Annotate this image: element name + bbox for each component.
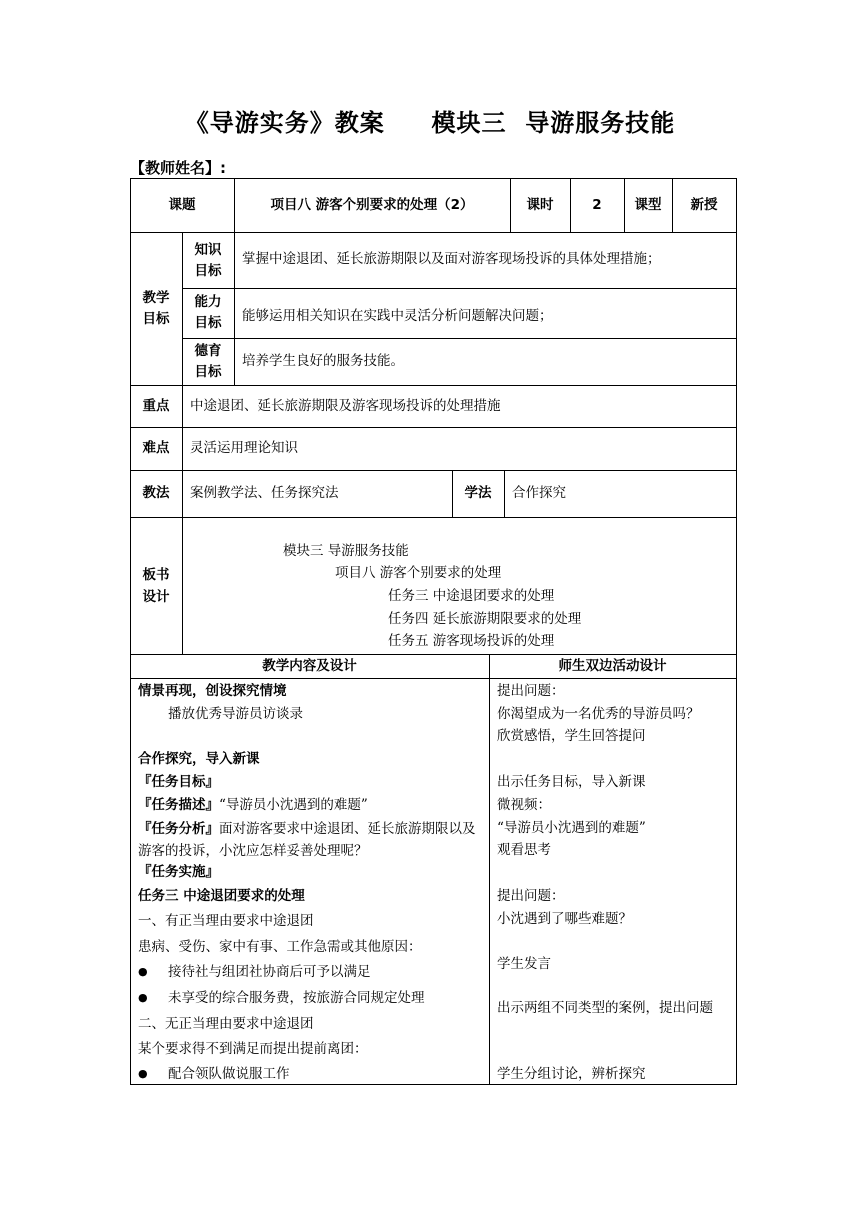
key-point-text: 中途退团、延长旅游期限及游客现场投诉的处理措施 bbox=[190, 398, 501, 414]
difficulty-text: 灵活运用理论知识 bbox=[190, 440, 298, 456]
content-line: 二、无正当理由要求中途退团 bbox=[138, 1016, 314, 1032]
content-line: 一、有正当理由要求中途退团 bbox=[138, 913, 314, 929]
teacher-name-label: 【教师姓名】: bbox=[130, 159, 226, 177]
ability-goal-label: 能力目标 bbox=[194, 294, 222, 331]
section-title: 合作探究，导入新课 bbox=[138, 751, 260, 767]
activity-line: 小沈遇到了哪些难题？ bbox=[497, 911, 632, 927]
activity-line: 出示两组不同类型的案例，提出问题 bbox=[497, 1000, 713, 1016]
bullet-icon: ● bbox=[138, 965, 148, 978]
activity-line: “导游员小沈遇到的难题” bbox=[497, 820, 646, 836]
knowledge-goal-text: 掌握中途退团、延长旅游期限以及面对游客现场投诉的具体处理措施； bbox=[242, 251, 661, 267]
activity-line: 提出问题： bbox=[497, 888, 565, 904]
bullet-item: 未享受的综合服务费，按旅游合同规定处理 bbox=[168, 990, 425, 1006]
moral-goal-label: 德育目标 bbox=[194, 343, 222, 380]
task-description-tag: 『任务描述』 bbox=[138, 797, 219, 813]
content-line: 某个要求得不到满足而提出提前离团： bbox=[138, 1041, 368, 1057]
objectives-label: 教学目标 bbox=[142, 290, 170, 327]
document-title: 《导游实务》教案 模块三 导游服务技能 bbox=[184, 109, 676, 137]
content-line: 患病、受伤、家中有事、工作急需或其他原因： bbox=[138, 939, 422, 955]
section-title: 情景再现，创设探究情境 bbox=[138, 683, 287, 699]
board-line: 项目八 游客个别要求的处理 bbox=[335, 565, 502, 581]
content-design-header: 教学内容及设计 bbox=[262, 658, 357, 674]
activity-line: 观看思考 bbox=[497, 842, 551, 858]
moral-goal-text: 培养学生良好的服务技能。 bbox=[242, 353, 404, 369]
board-line: 任务四 延长旅游期限要求的处理 bbox=[388, 611, 582, 627]
task3-title: 任务三 中途退团要求的处理 bbox=[138, 888, 305, 904]
board-line: 模块三 导游服务技能 bbox=[283, 543, 409, 559]
task-analysis-tag: 『任务分析』 bbox=[138, 821, 219, 837]
task-description-text: “导游员小沈遇到的难题” bbox=[219, 797, 368, 813]
activity-line: 微视频： bbox=[497, 797, 551, 813]
ability-goal-text: 能够运用相关知识在实践中灵活分析问题解决问题； bbox=[242, 308, 553, 324]
bullet-item: 接待社与组团社协商后可予以满足 bbox=[168, 964, 371, 980]
section-text: 播放优秀导游员访谈录 bbox=[168, 706, 303, 722]
key-point-label: 重点 bbox=[142, 398, 170, 414]
activity-line: 你渴望成为一名优秀的导游员吗？ bbox=[497, 706, 700, 722]
activity-line: 提出问题： bbox=[497, 683, 565, 699]
activity-design-header: 师生双边活动设计 bbox=[558, 658, 667, 674]
topic-value: 项目八 游客个别要求的处理（2） bbox=[270, 197, 474, 213]
type-label: 课型 bbox=[634, 197, 662, 213]
activity-line: 学生发言 bbox=[497, 956, 551, 972]
board-design-label: 板书设计 bbox=[142, 567, 170, 605]
bullet-icon: ● bbox=[138, 991, 148, 1004]
task-implementation-tag: 『任务实施』 bbox=[138, 864, 219, 880]
knowledge-goal-label: 知识目标 bbox=[194, 242, 222, 279]
activity-line: 出示任务目标，导入新课 bbox=[497, 774, 646, 790]
hours-value: 2 bbox=[592, 197, 602, 213]
activity-line: 欣赏感悟，学生回答提问 bbox=[497, 728, 646, 744]
type-value: 新授 bbox=[690, 197, 718, 213]
teaching-method-label: 教法 bbox=[142, 485, 170, 501]
bullet-item: 配合领队做说服工作 bbox=[168, 1066, 290, 1082]
task-goal-tag: 『任务目标』 bbox=[138, 774, 219, 790]
activity-line: 学生分组讨论，辨析探究 bbox=[497, 1066, 646, 1082]
teaching-method-text: 案例教学法、任务探究法 bbox=[190, 485, 339, 501]
learning-method-label: 学法 bbox=[464, 485, 492, 501]
bullet-icon: ● bbox=[138, 1067, 148, 1080]
board-line: 任务三 中途退团要求的处理 bbox=[388, 588, 555, 604]
hours-label: 课时 bbox=[526, 197, 554, 213]
learning-method-text: 合作探究 bbox=[512, 485, 566, 501]
difficulty-label: 难点 bbox=[142, 440, 170, 456]
board-line: 任务五 游客现场投诉的处理 bbox=[388, 633, 555, 649]
task-analysis-text: 面对游客要求中途退团、延长旅游期限以及游客的投诉，小沈应怎样妥善处理呢？ bbox=[138, 821, 476, 859]
topic-label: 课题 bbox=[168, 197, 196, 213]
